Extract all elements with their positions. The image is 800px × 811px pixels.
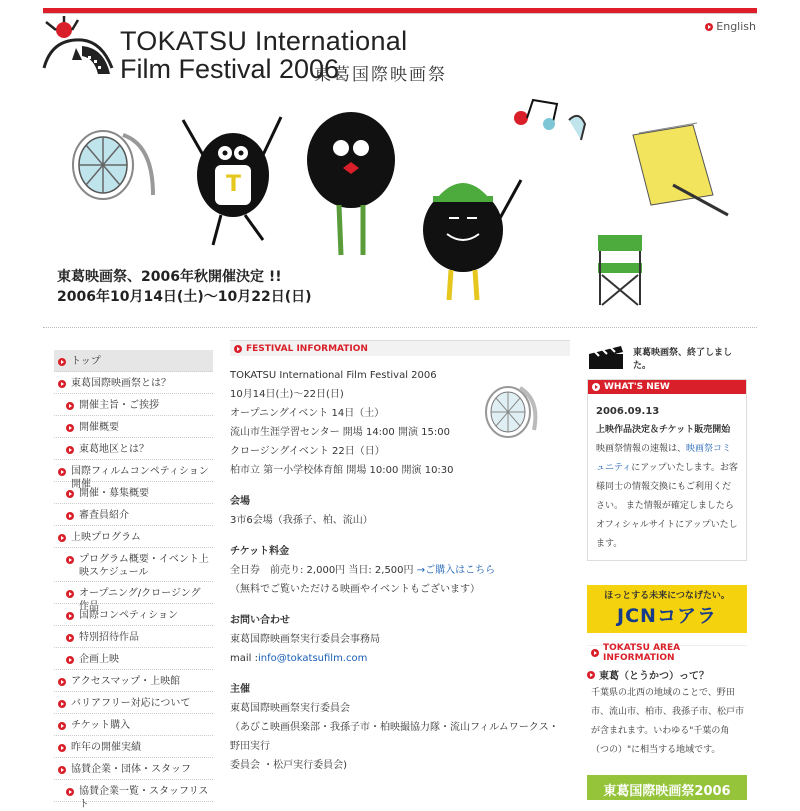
- closing-venue: 柏市立 第一小学校体育館 開場 10:00 開演 10:30: [230, 465, 454, 476]
- arrow-bullet-icon: [66, 590, 74, 598]
- arrow-bullet-icon: [58, 380, 66, 388]
- sidebar-item-overview[interactable]: [54, 416, 213, 438]
- divider: [43, 327, 757, 328]
- sidebar-item-label: 審査員紹介: [79, 510, 129, 521]
- sidebar-item-label: 協賛企業・団体・スタッフ: [71, 764, 191, 775]
- sidebar-item-label: 開催・募集概要: [79, 488, 149, 499]
- sidebar-item-label: 昨年の開催実績: [71, 742, 141, 753]
- sidebar-item-access[interactable]: [54, 670, 213, 692]
- festival-ended-notice: [587, 345, 747, 371]
- jcn-koala-banner[interactable]: [587, 585, 747, 633]
- sidebar-item-label: 東葛地区とは？: [79, 444, 149, 455]
- sidebar-item-label: 上映プログラム: [71, 532, 141, 543]
- ticket-note: （無料でご覧いただける映画やイベントもございます）: [230, 584, 480, 595]
- sidebar-item-about[interactable]: [54, 372, 213, 394]
- arrow-bullet-icon: [58, 766, 66, 774]
- whats-new-box: [587, 379, 747, 561]
- sidebar-item-tickets[interactable]: [54, 714, 213, 736]
- ticket-price-row: [230, 561, 570, 580]
- logo-title-line2: Film Festival 2006: [120, 54, 340, 84]
- section-heading: [230, 340, 570, 356]
- arrow-bullet-icon: [66, 788, 74, 796]
- director-chair-icon: [598, 235, 642, 305]
- closing-label: クロージングイベント 22日（日）: [230, 446, 385, 457]
- english-link[interactable]: [705, 20, 756, 33]
- sidebar-item-label: 企画上映: [79, 654, 119, 665]
- ticket-heading: チケット料金: [230, 546, 290, 557]
- sidebar-item-label: 協賛企業一覧・スタッフリスト: [79, 786, 209, 810]
- contact-mail-label: mail :: [230, 653, 258, 664]
- venue-heading: 会場: [230, 496, 250, 507]
- ticket-price: 全日券 前売り: 2,000円 当日: 2,500円: [230, 565, 414, 576]
- sidebar-item-label: トップ: [71, 356, 101, 367]
- arrow-bullet-icon: [66, 512, 74, 520]
- ticket-purchase-link[interactable]: →ご購入はこちら: [416, 565, 496, 576]
- news-body-2: にアップいたします。お客様同士の情報交換にもご利用ください。 また情報が確定しましたらオフィシャルサイトにアップいたします。: [596, 463, 738, 549]
- contact-heading: お問い合わせ: [230, 615, 290, 626]
- festival-heading: FESTIVAL INFORMATION: [246, 343, 368, 354]
- arrow-bullet-icon: [58, 722, 66, 730]
- arrow-bullet-icon: [591, 649, 599, 657]
- creature-bowtie-icon: [307, 112, 395, 255]
- contact-mail-link[interactable]: info@tokatsufilm.com: [257, 653, 368, 664]
- arrow-bullet-icon: [58, 468, 66, 476]
- sidebar-item-label: アクセスマップ・上映館: [71, 676, 181, 687]
- festival-2006-banner[interactable]: 東葛国際映画祭2006: [587, 775, 747, 800]
- arrow-bullet-icon: [705, 23, 713, 31]
- contact-org: 東葛国際映画祭実行委員会事務局: [230, 634, 380, 645]
- right-column: [587, 345, 747, 760]
- sidebar-item-label: 開催概要: [79, 422, 119, 433]
- sidebar-nav: [54, 350, 213, 810]
- creature-green-cap-icon: [423, 180, 521, 300]
- sidebar-item-greeting[interactable]: [54, 394, 213, 416]
- sidebar-item-special[interactable]: [54, 626, 213, 648]
- area-question: [587, 667, 747, 682]
- whats-new-heading: [588, 380, 746, 394]
- sidebar-item-opening-closing[interactable]: [54, 582, 213, 612]
- arrow-bullet-icon: [66, 446, 74, 454]
- sidebar-item-label: 開催主旨・ご挨拶: [79, 400, 159, 411]
- arrow-bullet-icon: [66, 490, 74, 498]
- arrow-bullet-icon: [58, 700, 66, 708]
- news-date: 2006.09.13: [596, 406, 660, 417]
- logo-japanese: 東葛国際映画祭: [314, 65, 447, 85]
- sidebar-item-schedule[interactable]: [54, 548, 213, 582]
- festival-logo-icon: [42, 18, 114, 78]
- sidebar-item-label: オープニング/クロージング作品: [79, 588, 201, 612]
- opening-venue: 流山市生涯学習センター 開場 14:00 開演 15:00: [230, 427, 450, 438]
- host-members-2: 委員会 ・松戸実行委員会): [230, 760, 348, 771]
- film-reel-icon: [73, 131, 153, 199]
- arrow-bullet-icon: [66, 424, 74, 432]
- arrow-bullet-icon: [66, 612, 74, 620]
- festival-info: [230, 340, 570, 775]
- sidebar-item-competition[interactable]: [54, 460, 213, 490]
- sidebar-item-label: バリアフリー対応について: [71, 698, 191, 709]
- sidebar-item-sponsor-list[interactable]: [54, 780, 213, 810]
- news-title: 上映作品決定＆チケット販売開始: [596, 425, 731, 435]
- area-heading-label: TOKATSU AREA INFORMATION: [603, 642, 681, 663]
- area-info-heading: [587, 642, 747, 663]
- sidebar-item-label: 特別招待作品: [79, 632, 139, 643]
- creature-t-shirt-icon: [183, 117, 281, 245]
- whats-new-heading-label: WHAT'S NEW: [604, 382, 670, 392]
- logo-title-line1: TOKATSU International: [120, 26, 408, 56]
- sidebar-item-top[interactable]: [54, 350, 213, 372]
- arrow-bullet-icon: [587, 671, 595, 679]
- arrow-bullet-icon: [58, 534, 66, 542]
- sidebar-item-planned[interactable]: [54, 648, 213, 670]
- sidebar-item-label: 国際フィルムコンペティション開催: [71, 466, 209, 490]
- svg-text:T: T: [226, 172, 242, 197]
- english-link-label: English: [716, 20, 756, 33]
- host-org: 東葛国際映画祭実行委員会: [230, 703, 350, 714]
- arrow-bullet-icon: [58, 358, 66, 366]
- sidebar-item-label: チケット購入: [71, 720, 131, 731]
- jcn-tagline: ほっとする未来につなげたい。: [604, 591, 730, 601]
- notebook-pencil-icon: [633, 123, 728, 215]
- arrow-bullet-icon: [234, 345, 242, 353]
- film-reel-icon: [480, 380, 542, 442]
- arrow-bullet-icon: [58, 744, 66, 752]
- sidebar-item-judges[interactable]: [54, 504, 213, 526]
- arrow-bullet-icon: [58, 678, 66, 686]
- host-heading: 主催: [230, 684, 250, 695]
- hero-title: 東葛映画祭、2006年秋開催決定 !!: [57, 269, 282, 285]
- music-notes-icon: [514, 100, 585, 140]
- sidebar-item-sponsors[interactable]: [54, 758, 213, 780]
- festival-dates: 10月14日(土)〜22日(日): [230, 389, 344, 400]
- sidebar-item-area[interactable]: [54, 438, 213, 460]
- arrow-bullet-icon: [66, 402, 74, 410]
- community-link[interactable]: 映画祭コミュニティ: [596, 444, 732, 473]
- contact-mail-row: [230, 649, 570, 668]
- area-question-label: 東葛（とうかつ）って？: [599, 671, 709, 682]
- ended-text: 東葛映画祭、終了しました。: [633, 348, 733, 371]
- news-body-1: 映画祭情報の速報は、: [596, 444, 687, 454]
- arrow-bullet-icon: [66, 656, 74, 664]
- venue-text: 3市6会場（我孫子、柏、流山）: [230, 515, 373, 526]
- sidebar-item-label: 国際コンペティション: [79, 610, 178, 621]
- news-body: [596, 440, 738, 554]
- festival-name: TOKATSU International Film Festival 2006: [230, 370, 437, 381]
- area-text: 千葉県の北西の地域のことで、野田市、流山市、柏市、我孫子市、松戸市が含まれます。いわゆる"千葉の角（つの）"に相当する地域です。: [591, 688, 745, 755]
- top-accent-line: [43, 13, 757, 14]
- opening-label: オープニングイベント 14日（土）: [230, 408, 385, 419]
- arrow-bullet-icon: [592, 383, 600, 391]
- arrow-bullet-icon: [66, 634, 74, 642]
- clapperboard-icon: [587, 346, 627, 370]
- hero-date: 2006年10月14日(土)〜10月22日(日): [57, 289, 312, 305]
- sidebar-item-last-year[interactable]: [54, 736, 213, 758]
- arrow-bullet-icon: [66, 556, 74, 564]
- sidebar-item-program[interactable]: [54, 526, 213, 548]
- jcn-logo: JCNコアラ: [617, 605, 717, 627]
- sidebar-item-barrier-free[interactable]: [54, 692, 213, 714]
- sidebar-item-label: プログラム概要・イベント上映スケジュール: [79, 554, 209, 578]
- sidebar-item-label: 東葛国際映画祭とは？: [71, 378, 171, 389]
- host-members-1: （あびこ映画倶楽部・我孫子市・柏映撮協力隊・流山フィルムワークス・ 野田実行: [230, 722, 559, 752]
